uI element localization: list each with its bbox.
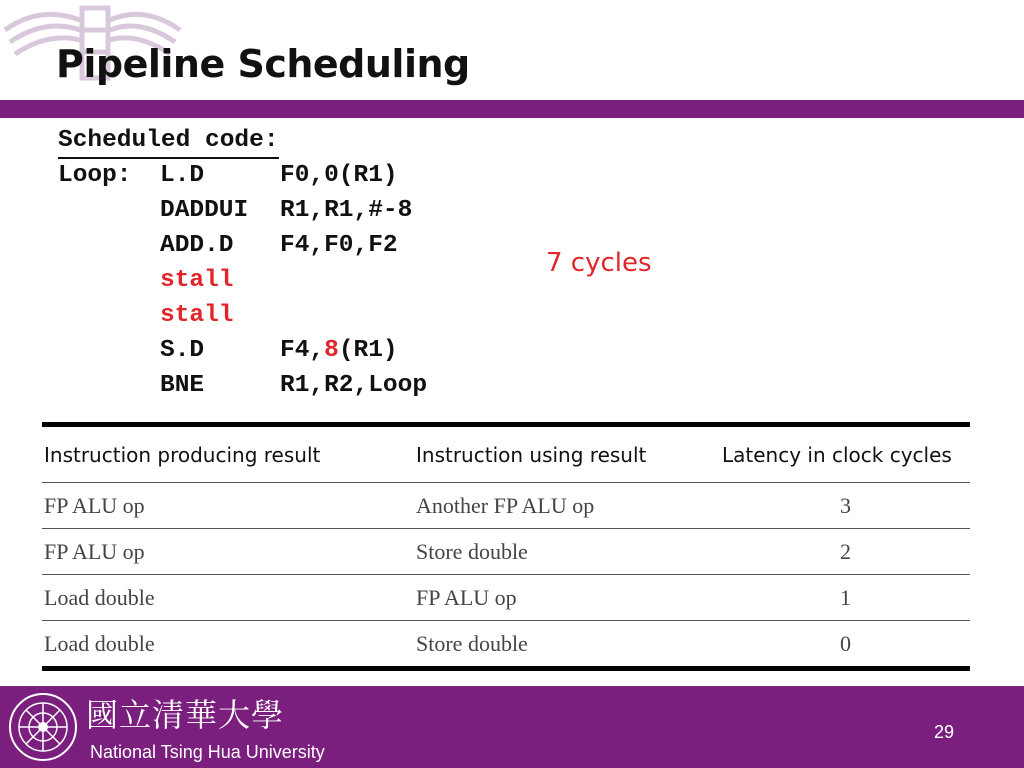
table-cell: 3 xyxy=(840,492,851,518)
table-cell: 0 xyxy=(840,630,851,656)
page-title: Pipeline Scheduling xyxy=(56,42,470,86)
table-header-row xyxy=(42,427,970,482)
code-heading: Scheduled code: xyxy=(58,125,279,159)
latency-table xyxy=(42,422,970,671)
footer-bar xyxy=(0,686,1024,768)
code-op: S.D xyxy=(160,337,205,364)
table-row xyxy=(42,621,970,666)
code-args: R1,R1,#-8 xyxy=(280,197,413,224)
table-cell: Load double xyxy=(44,630,155,656)
cycles-annotation: 7 cycles xyxy=(546,248,652,278)
table-cell: Another FP ALU op xyxy=(416,492,595,518)
code-args: F0,0(R1) xyxy=(280,162,398,189)
table-row xyxy=(42,529,970,574)
table-bottom-rule xyxy=(42,666,970,671)
code-args-highlight: 8 xyxy=(324,337,339,364)
code-args-pre: F4, xyxy=(280,337,325,364)
table-cell: 2 xyxy=(840,538,851,564)
code-line xyxy=(58,158,427,193)
code-op: ADD.D xyxy=(160,232,234,259)
code-line xyxy=(58,368,427,403)
code-line xyxy=(58,298,427,333)
code-line xyxy=(58,333,427,368)
table-cell: FP ALU op xyxy=(44,492,145,518)
code-op: DADDUI xyxy=(160,197,249,224)
code-args-post: (R1) xyxy=(338,337,398,364)
table-row xyxy=(42,483,970,528)
university-english-name: National Tsing Hua University xyxy=(90,742,325,762)
table-row xyxy=(42,575,970,620)
table-header-cell: Latency in clock cycles xyxy=(722,442,952,467)
table-cell: FP ALU op xyxy=(44,538,145,564)
stall-op: stall xyxy=(160,302,234,329)
table-cell: Store double xyxy=(416,630,528,656)
stall-op: stall xyxy=(160,267,234,294)
table-cell: FP ALU op xyxy=(416,584,517,610)
title-divider-bar xyxy=(0,100,1024,118)
table-cell: 1 xyxy=(840,584,851,610)
scheduled-code-block xyxy=(58,123,427,403)
code-args: R1,R2,Loop xyxy=(280,372,428,399)
table-cell: Load double xyxy=(44,584,155,610)
code-label: Loop: xyxy=(58,162,132,189)
university-chinese-name: 國立清華大學 xyxy=(86,696,285,734)
table-header-cell: Instruction producing result xyxy=(44,442,321,467)
code-op: L.D xyxy=(160,162,205,189)
table-header-cell: Instruction using result xyxy=(416,442,647,467)
page-number: 29 xyxy=(934,722,955,742)
code-line xyxy=(58,193,427,228)
code-line xyxy=(58,228,427,263)
code-line xyxy=(58,263,427,298)
code-args: F4,F0,F2 xyxy=(280,232,398,259)
code-op: BNE xyxy=(160,372,205,399)
university-seal-icon xyxy=(8,692,78,762)
table-cell: Store double xyxy=(416,538,528,564)
